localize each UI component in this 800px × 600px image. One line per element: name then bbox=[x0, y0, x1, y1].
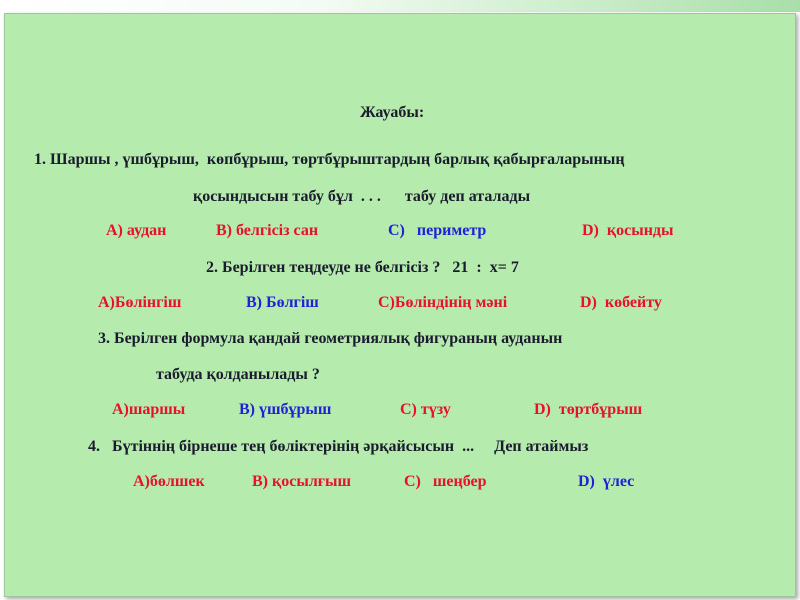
q1-option-b[interactable]: В) белгісіз сан bbox=[216, 222, 319, 239]
question-4-line-1: 4. Бүтіннің бірнеше тең бөліктерінің әрқайсысын ... Деп атаймыз bbox=[88, 438, 589, 455]
q1-option-c[interactable]: С) периметр bbox=[388, 222, 487, 239]
q3-option-d[interactable]: D) төртбұрыш bbox=[534, 401, 643, 418]
q1-option-a[interactable]: А) аудан bbox=[106, 222, 167, 239]
q3-option-c[interactable]: С) түзу bbox=[400, 401, 451, 418]
question-3-line-1: 3. Берілген формула қандай геометриялық фигураның ауданын bbox=[98, 330, 563, 347]
question-1-line-2: қосындысын табу бұл . . . табу деп аталады bbox=[193, 188, 531, 205]
question-2-line-1: 2. Берілген теңдеуде не белгісіз ? 21 : x= 7 bbox=[206, 259, 519, 276]
q2-option-a[interactable]: А)Бөлінгіш bbox=[98, 294, 182, 311]
q2-option-d[interactable]: D) көбейту bbox=[580, 294, 662, 311]
top-accent-stripe bbox=[0, 0, 800, 12]
q4-option-a[interactable]: А)бөлшек bbox=[133, 473, 205, 490]
q4-option-b[interactable]: В) қосылғыш bbox=[252, 473, 352, 490]
q3-option-b[interactable]: В) үшбұрыш bbox=[239, 401, 332, 418]
q4-option-d[interactable]: D) үлес bbox=[578, 473, 635, 490]
q3-option-a[interactable]: А)шаршы bbox=[112, 401, 186, 418]
answers-title: Жауабы: bbox=[360, 104, 425, 121]
q2-option-c[interactable]: С)Бөліндінің мәні bbox=[378, 294, 508, 311]
q4-option-c[interactable]: С) шеңбер bbox=[404, 473, 487, 490]
question-1-line-1: 1. Шаршы , үшбұрыш, көпбұрыш, төртбұрыштардың барлық қабырғаларының bbox=[34, 151, 625, 168]
question-3-line-2: табуда қолданылады ? bbox=[156, 366, 320, 383]
q2-option-b[interactable]: В) Бөлгіш bbox=[246, 294, 319, 311]
q1-option-d[interactable]: D) қосынды bbox=[582, 222, 674, 239]
